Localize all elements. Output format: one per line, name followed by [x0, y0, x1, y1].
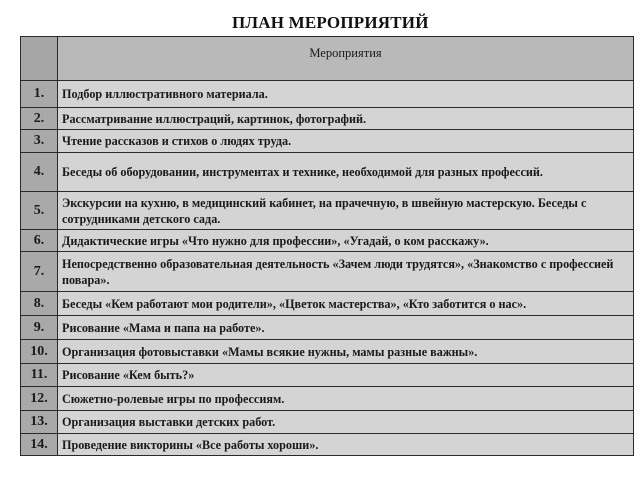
table-row: [21, 230, 634, 252]
table-row: [21, 316, 634, 340]
row-number: 8.: [21, 292, 58, 316]
event-description: Подбор иллюстративного материала.: [58, 81, 634, 108]
event-description: Беседы об оборудовании, инструментах и технике, необходимой для разных профессий.: [58, 153, 634, 192]
row-number: 5.: [21, 192, 58, 230]
event-description: Беседы «Кем работают мои родители», «Цветок мастерства», «Кто заботится о нас».: [58, 292, 634, 316]
row-number: 3.: [21, 130, 58, 153]
row-number: 2.: [21, 108, 58, 130]
event-description: Организация фотовыставки «Мамы всякие нужны, мамы разные важны».: [58, 340, 634, 364]
table-row: [21, 108, 634, 130]
table-row: [21, 364, 634, 387]
event-description: Чтение рассказов и стихов о людях труда.: [58, 130, 634, 153]
table-row: [21, 153, 634, 192]
table-row: [21, 252, 634, 292]
number-column-header: [21, 37, 58, 81]
row-number: 12.: [21, 387, 58, 411]
row-number: 4.: [21, 153, 58, 192]
row-number: 14.: [21, 434, 58, 456]
row-number: 9.: [21, 316, 58, 340]
event-description: Рисование «Кем быть?»: [58, 364, 634, 387]
row-number: 1.: [21, 81, 58, 108]
row-number: 11.: [21, 364, 58, 387]
row-number: 6.: [21, 230, 58, 252]
event-description: Сюжетно-ролевые игры по профессиям.: [58, 387, 634, 411]
table-row: [21, 192, 634, 230]
row-number: 7.: [21, 252, 58, 292]
events-column-header: Мероприятия: [58, 37, 634, 81]
event-description: Непосредственно образовательная деятельность «Зачем люди трудятся», «Знакомство с профессией повара».: [58, 252, 634, 292]
row-number: 13.: [21, 411, 58, 434]
table-row: [21, 81, 634, 108]
table-row: [21, 387, 634, 411]
event-description: Рассматривание иллюстраций, картинок, фотографий.: [58, 108, 634, 130]
table-row: [21, 434, 634, 456]
table-row: [21, 340, 634, 364]
table-header-row: [21, 37, 634, 81]
event-description: Дидактические игры «Что нужно для профессии», «Угадай, о ком расскажу».: [58, 230, 634, 252]
row-number: 10.: [21, 340, 58, 364]
event-description: Проведение викторины «Все работы хороши».: [58, 434, 634, 456]
page-title: ПЛАН МЕРОПРИЯТИЙ: [232, 13, 429, 32]
events-plan-table: [20, 36, 634, 456]
event-description: Экскурсии на кухню, в медицинский кабинет, на прачечную, в швейную мастерскую. Беседы с сотрудниками детского сада.: [58, 192, 634, 230]
table-row: [21, 411, 634, 434]
table-row: [21, 292, 634, 316]
event-description: Рисование «Мама и папа на работе».: [58, 316, 634, 340]
table-row: [21, 130, 634, 153]
event-description: Организация выставки детских работ.: [58, 411, 634, 434]
